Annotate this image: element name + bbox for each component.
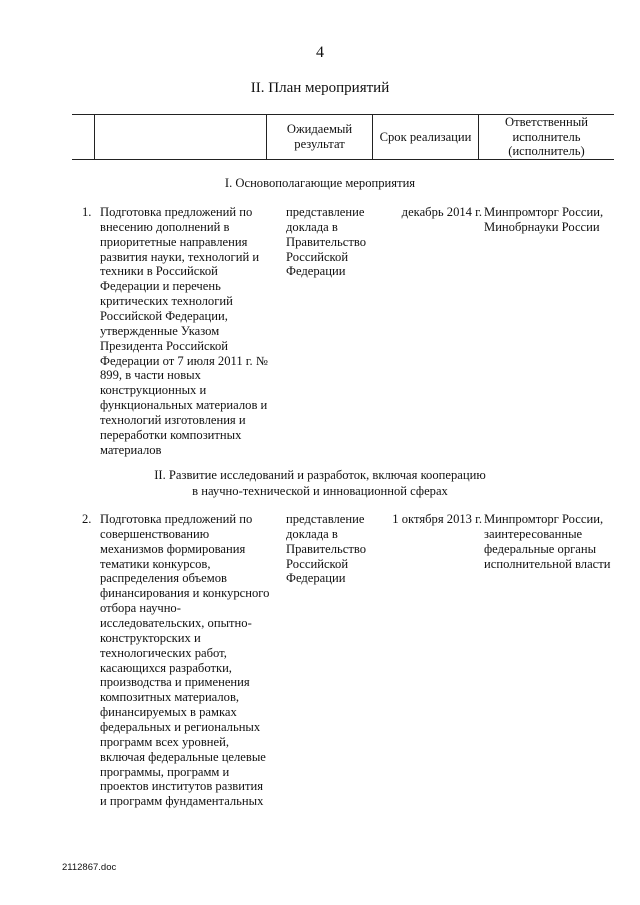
page-number: 4 xyxy=(316,44,324,61)
row-result: представление доклада в Правительство Российской Федерации xyxy=(286,205,367,279)
row-result: представление доклада в Правительство Российской Федерации xyxy=(286,512,367,586)
row-executor: Минпромторг России, Минобрнауки России xyxy=(484,205,604,234)
table-header xyxy=(72,114,614,160)
header-deadline: Срок реализации xyxy=(379,129,472,144)
header-executor: Ответственный исполнитель (исполнитель) xyxy=(505,114,588,159)
column-divider xyxy=(94,115,95,159)
row-number: 1. xyxy=(82,205,92,219)
row-executor: Минпромторг России, заинтересованные федеральные органы исполнительной власти xyxy=(484,512,611,571)
row-deadline: 1 октября 2013 г. xyxy=(392,512,482,526)
row-deadline: декабрь 2014 г. xyxy=(401,205,482,219)
footer-filename: 2112867.doc xyxy=(62,862,117,873)
row-action: Подготовка предложений по совершенствованию механизмов формирования тематики конкурсов, распределения объемов финансирования и конкурсного отбора научно-исследовательских, опытно-конструкторских и технологических работ, касающихся разработки, производства и применения композитных материалов, финансируемых в рамках федеральных и региональных программ всех уровней, включая федеральные целевые программы, программ и проектов институтов развития и программ фундаментальных xyxy=(100,512,270,809)
row-action: Подготовка предложений по внесению дополнений в приоритетные направления развития науки, технологий и техники в Российской Федерации и перечень критических технологий Российской Федерации, утвержденные Указом Президента Российской Федерации от 7 июля 2011 г. № 899, в части новых конструкционных и функциональных материалов и технологий изготовления и переработки композитных материалов xyxy=(100,205,268,457)
block-heading-2-line1: II. Развитие исследований и разработок, включая кооперацию xyxy=(154,468,486,482)
block-heading-2-line2: в научно-технической и инновационной сферах xyxy=(192,484,448,498)
block-heading-1: I. Основополагающие мероприятия xyxy=(224,176,416,190)
header-result: Ожидаемый результат xyxy=(286,122,353,151)
section-title: II. План мероприятий xyxy=(250,80,390,96)
row-number: 2. xyxy=(82,512,92,526)
